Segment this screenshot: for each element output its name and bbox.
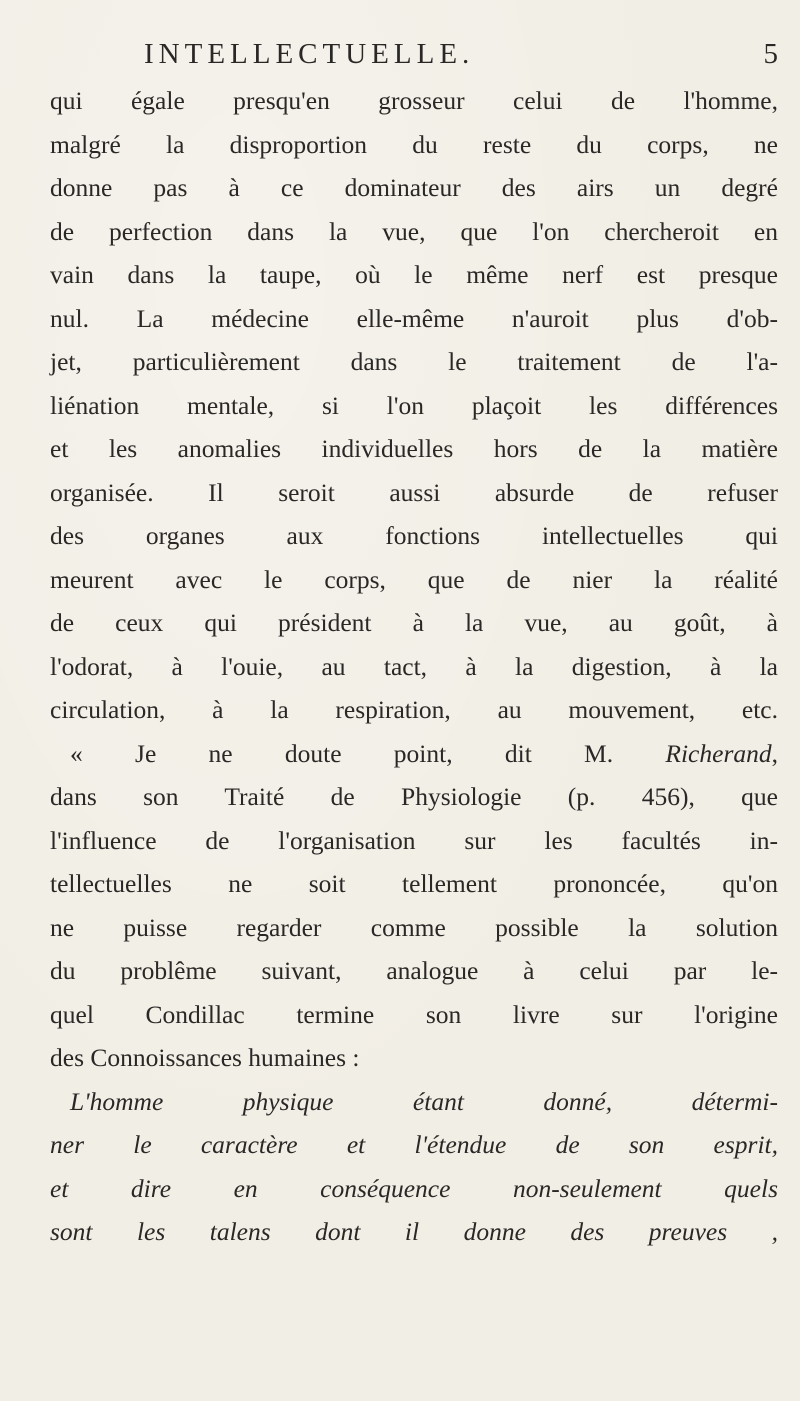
text-line: qui égale presqu'en grosseur celui de l'homme, [50, 86, 778, 115]
author-name: Richerand [665, 738, 772, 768]
page-number: 5 [763, 38, 778, 70]
text-line: meurent avec le corps, que de nier la réalité [50, 564, 778, 594]
running-head [96, 34, 778, 74]
text-line: organisée. Il seroit aussi absurde de refuser [50, 477, 778, 507]
text-line: et les anomalies individuelles hors de la matière [50, 434, 778, 463]
text-line: malgré la disproportion du reste du corps, ne [50, 129, 778, 159]
text-line: de perfection dans la vue, que l'on chercheroit en [50, 216, 778, 246]
text-line: nul. La médecine elle-même n'auroit plus d'ob- [50, 303, 778, 333]
quote-line: des Connoissances humaines : [50, 1043, 360, 1072]
text-line: donne pas à ce dominateur des airs un degré [50, 173, 778, 202]
quote-line: dans son Traité de Physiologie (p. 456), que [50, 782, 778, 811]
body-text [50, 79, 778, 1254]
italic-line: sont les talens dont il donne des preuves , [50, 1217, 778, 1246]
italic-line: ner le caractère et l'étendue de son esprit, [50, 1130, 778, 1159]
quote-line: tellectuelles ne soit tellement prononcée, qu'on [50, 869, 778, 898]
text-line: liénation mentale, si l'on plaçoit les différences [50, 390, 778, 420]
running-title: INTELLECTUELLE. [144, 38, 475, 70]
italic-line: L'homme physique étant donné, détermi- [70, 1086, 778, 1116]
text-line: vain dans la taupe, où le même nerf est presque [50, 260, 778, 289]
quote-line: ne puisse regarder comme possible la solution [50, 912, 778, 942]
quote-opening-line [50, 732, 778, 776]
text-line: circulation, à la respiration, au mouvement, etc. [50, 695, 778, 724]
quote-opening-text: « Je ne doute point, dit M. [70, 738, 666, 768]
quote-opening-punct: , [771, 738, 778, 768]
text-line: des organes aux fonctions intellectuelles qui [50, 521, 778, 550]
quote-line: quel Condillac termine son livre sur l'origine [50, 999, 778, 1029]
text-line: jet, particulièrement dans le traitement de l'a- [50, 347, 778, 376]
italic-line: et dire en conséquence non-seulement quels [50, 1173, 778, 1203]
quote-line: du problême suivant, analogue à celui par le- [50, 956, 778, 985]
quote-line: l'influence de l'organisation sur les facultés in- [50, 825, 778, 855]
text-line: l'odorat, à l'ouie, au tact, à la digestion, à la [50, 651, 778, 681]
text-line: de ceux qui président à la vue, au goût, à [50, 608, 778, 637]
